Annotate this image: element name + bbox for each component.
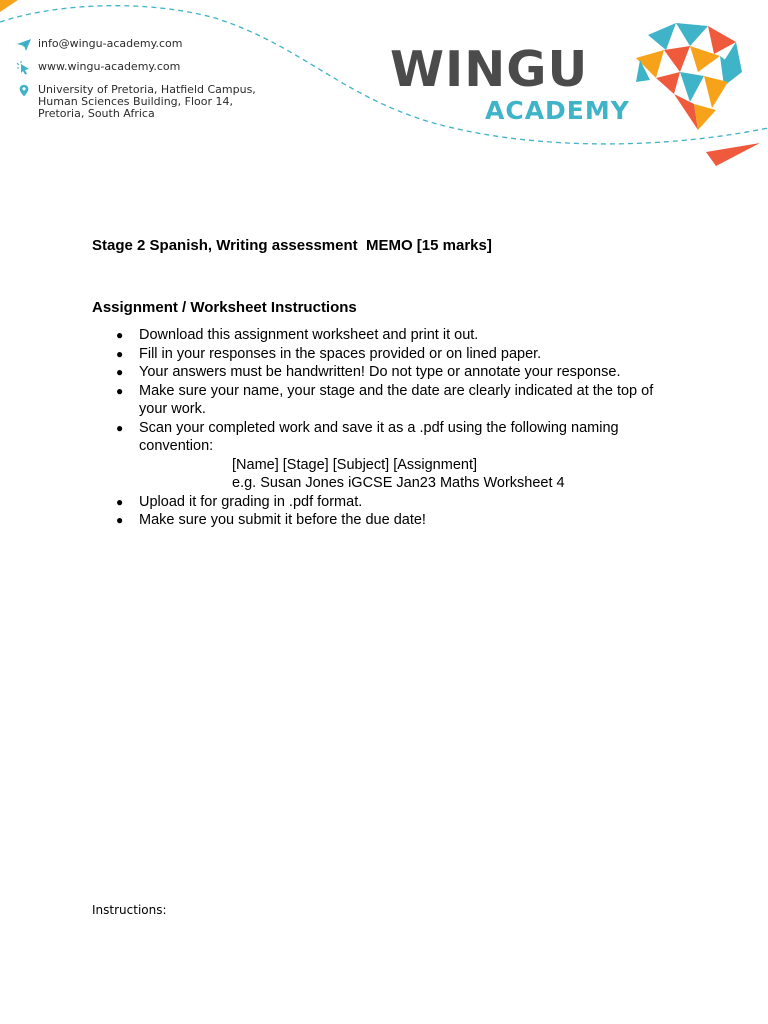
bullet-icon: ● [116, 346, 124, 361]
naming-example: e.g. Susan Jones iGCSE Jan23 Maths Worksheet 4 [232, 475, 565, 491]
list-item [92, 493, 682, 512]
contact-address-row [16, 84, 256, 120]
address-line-2: Human Sciences Building, Floor 14, [38, 95, 234, 108]
list-item-text: Upload it for grading in .pdf format. [139, 493, 363, 510]
list-item-text: Your answers must be handwritten! Do not type or annotate your response. [139, 364, 621, 380]
list-item-text: Fill in your responses in the spaces provided or on lined paper. [139, 345, 542, 362]
contact-website-row [16, 61, 256, 75]
logo-mark-icon [628, 20, 746, 135]
list-item [92, 345, 682, 364]
bullet-icon: ● [116, 513, 124, 527]
document-title: Stage 2 Spanish, Writing assessment MEMO [15 marks] [92, 237, 492, 254]
address-line-3: Pretoria, South Africa [38, 107, 155, 120]
bullet-icon: ● [116, 420, 124, 435]
list-item-text: Make sure your name, your stage and the date are clearly indicated at the top of your work. [139, 382, 654, 417]
naming-convention: [Name] [Stage] [Subject] [Assignment] [232, 456, 478, 473]
send-icon [16, 38, 32, 52]
list-item-text: Make sure you submit it before the due date! [139, 512, 426, 528]
list-item [92, 511, 682, 530]
contact-email[interactable]: info@wingu-academy.com [38, 37, 183, 50]
bullet-icon: ● [116, 328, 124, 342]
bullet-icon: ● [116, 383, 124, 398]
bullet-icon: ● [116, 494, 124, 509]
list-item [92, 419, 682, 493]
address-line-1: University of Pretoria, Hatfield Campus, [38, 83, 256, 96]
list-item-text: Scan your completed work and save it as a .pdf using the following naming convention: [139, 419, 619, 454]
bullet-icon: ● [116, 365, 124, 379]
contact-email-row [16, 38, 256, 52]
location-pin-icon [16, 84, 32, 98]
instructions-heading: Assignment / Worksheet Instructions [92, 299, 357, 316]
list-item [92, 326, 682, 345]
contact-website[interactable]: www.wingu-academy.com [38, 60, 181, 73]
list-item [92, 382, 682, 419]
wingu-academy-logo [390, 20, 750, 150]
list-item-text: Download this assignment worksheet and print it out. [139, 327, 479, 343]
instructions-list [92, 326, 682, 530]
contact-address [38, 84, 256, 120]
contact-block [16, 38, 256, 129]
logo-wordmark: WINGU [390, 41, 589, 98]
cursor-icon [16, 61, 32, 75]
logo-subtitle: ACADEMY [485, 96, 630, 125]
instructions-footer-label: Instructions: [92, 903, 167, 917]
letterhead [0, 0, 768, 180]
list-item [92, 363, 682, 382]
